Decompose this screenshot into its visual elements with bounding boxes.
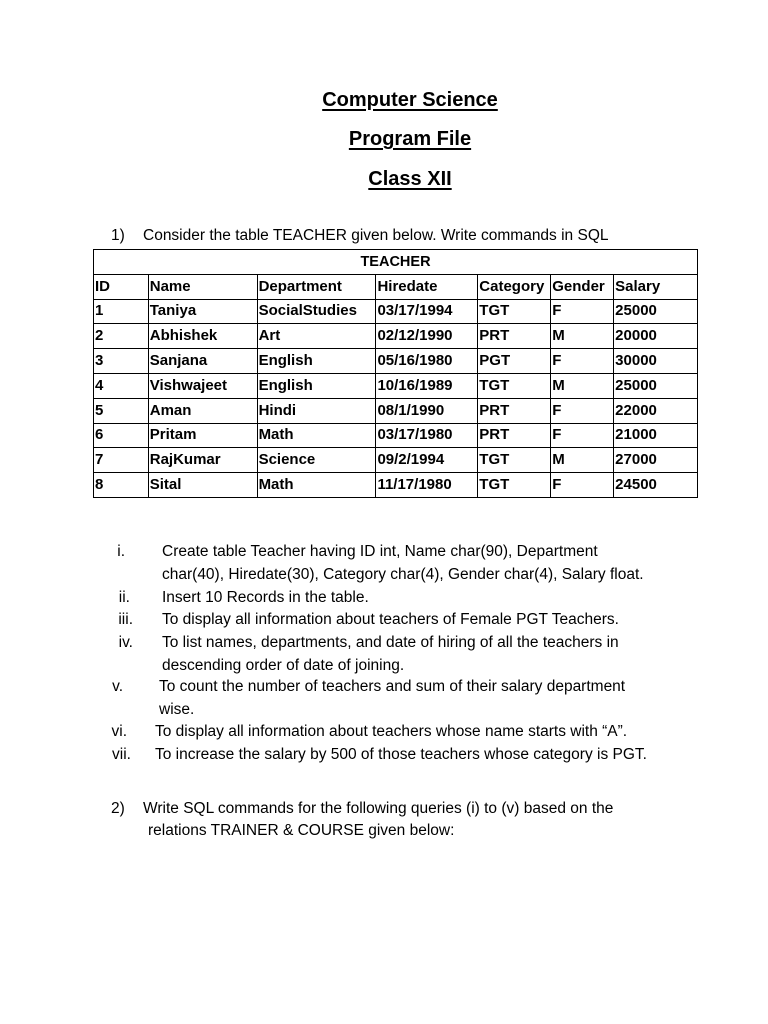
task-text: Insert 10 Records in the table. [162, 589, 369, 606]
table-row [94, 448, 698, 473]
table-cell: F [551, 349, 614, 374]
table-cell: Math [257, 423, 376, 448]
task-text: To count the number of teachers and sum of their salary department [159, 678, 626, 695]
table-cell: English [257, 373, 376, 398]
task-text: wise. [159, 700, 195, 718]
table-cell: Science [257, 448, 376, 473]
task-text: descending order of date of joining. [162, 656, 405, 674]
table-cell: Taniya [148, 299, 257, 324]
task-number: i. [117, 543, 125, 560]
table-cell: 4 [94, 373, 149, 398]
table-row [94, 398, 698, 423]
table-cell: 09/2/1994 [376, 448, 478, 473]
table-cell: Sital [148, 473, 257, 498]
table-cell: Math [257, 473, 376, 498]
table-header-row [94, 274, 698, 299]
task-text: To list names, departments, and date of hiring of all the teachers in [162, 634, 619, 651]
table-cell: 03/17/1980 [376, 423, 478, 448]
table-cell: 21000 [614, 423, 698, 448]
table-cell: 27000 [614, 448, 698, 473]
table-row [94, 324, 698, 349]
table-cell: 25000 [614, 299, 698, 324]
class-label: Class XII [368, 168, 452, 190]
table-cell: Abhishek [148, 324, 257, 349]
table-cell: M [551, 448, 614, 473]
table-cell: 08/1/1990 [376, 398, 478, 423]
task-number: v. [112, 678, 123, 695]
task-text: To display all information about teachers whose name starts with “A”. [155, 723, 628, 740]
table-cell: 1 [94, 299, 149, 324]
table-cell: Sanjana [148, 349, 257, 374]
table-cell: RajKumar [148, 448, 257, 473]
question-1-text: Consider the table TEACHER given below. Write commands in SQL [143, 227, 609, 244]
task-text: char(40), Hiredate(30), Category char(4), Gender char(4), Salary float. [162, 565, 644, 583]
table-cell: 5 [94, 398, 149, 423]
table-cell: 05/16/1980 [376, 349, 478, 374]
task-number: iii. [118, 611, 133, 628]
table-cell: 24500 [614, 473, 698, 498]
document-title: Computer Science [322, 89, 498, 111]
table-cell: TGT [478, 299, 551, 324]
table-cell: 8 [94, 473, 149, 498]
column-header: Salary [614, 274, 698, 299]
question-1-number: 1) [111, 227, 125, 244]
question-2-number: 2) [111, 800, 125, 817]
task-number: iv. [118, 634, 133, 651]
table-cell: PRT [478, 423, 551, 448]
table-cell: Aman [148, 398, 257, 423]
table-cell: 25000 [614, 373, 698, 398]
table-cell: English [257, 349, 376, 374]
task-number: ii. [118, 589, 130, 606]
table-cell: TGT [478, 448, 551, 473]
document-subtitle: Program File [348, 128, 472, 150]
question-2-line: relations TRAINER & COURSE given below: [148, 822, 455, 839]
column-header: Name [148, 274, 257, 299]
table-cell: Vishwajeet [148, 373, 257, 398]
teacher-table [93, 249, 698, 498]
table-cell: 6 [94, 423, 149, 448]
table-cell: M [551, 324, 614, 349]
table-cell: F [551, 423, 614, 448]
table-row [94, 299, 698, 324]
table-cell: PGT [478, 349, 551, 374]
table-cell: 30000 [614, 349, 698, 374]
table-cell: 7 [94, 448, 149, 473]
table-cell: Pritam [148, 423, 257, 448]
table-row [94, 373, 698, 398]
table-cell: 20000 [614, 324, 698, 349]
column-header: ID [94, 274, 149, 299]
table-cell: Hindi [257, 398, 376, 423]
table-cell: F [551, 398, 614, 423]
column-header: Hiredate [376, 274, 478, 299]
table-cell: 2 [94, 324, 149, 349]
table-cell: 10/16/1989 [376, 373, 478, 398]
table-cell: 11/17/1980 [376, 473, 478, 498]
column-header: Category [478, 274, 551, 299]
table-cell: TGT [478, 473, 551, 498]
table-cell: F [551, 299, 614, 324]
question-2-line: Write SQL commands for the following queries (i) to (v) based on the [143, 800, 614, 817]
task-text: To increase the salary by 500 of those teachers whose category is PGT. [155, 746, 647, 763]
table-cell: 03/17/1994 [376, 299, 478, 324]
table-caption: TEACHER [94, 250, 698, 275]
table-cell: F [551, 473, 614, 498]
table-cell: TGT [478, 373, 551, 398]
column-header: Gender [551, 274, 614, 299]
table-cell: 3 [94, 349, 149, 374]
table-row [94, 473, 698, 498]
table-cell: PRT [478, 324, 551, 349]
table-cell: SocialStudies [257, 299, 376, 324]
task-text: Create table Teacher having ID int, Name char(90), Department [162, 543, 598, 560]
table-cell: Art [257, 324, 376, 349]
table-row [94, 349, 698, 374]
table-row [94, 423, 698, 448]
task-text: To display all information about teachers of Female PGT Teachers. [162, 611, 619, 628]
table-cell: M [551, 373, 614, 398]
task-number: vi. [111, 723, 127, 740]
table-cell: 22000 [614, 398, 698, 423]
table-cell: PRT [478, 398, 551, 423]
task-number: vii. [112, 746, 131, 763]
column-header: Department [257, 274, 376, 299]
table-cell: 02/12/1990 [376, 324, 478, 349]
